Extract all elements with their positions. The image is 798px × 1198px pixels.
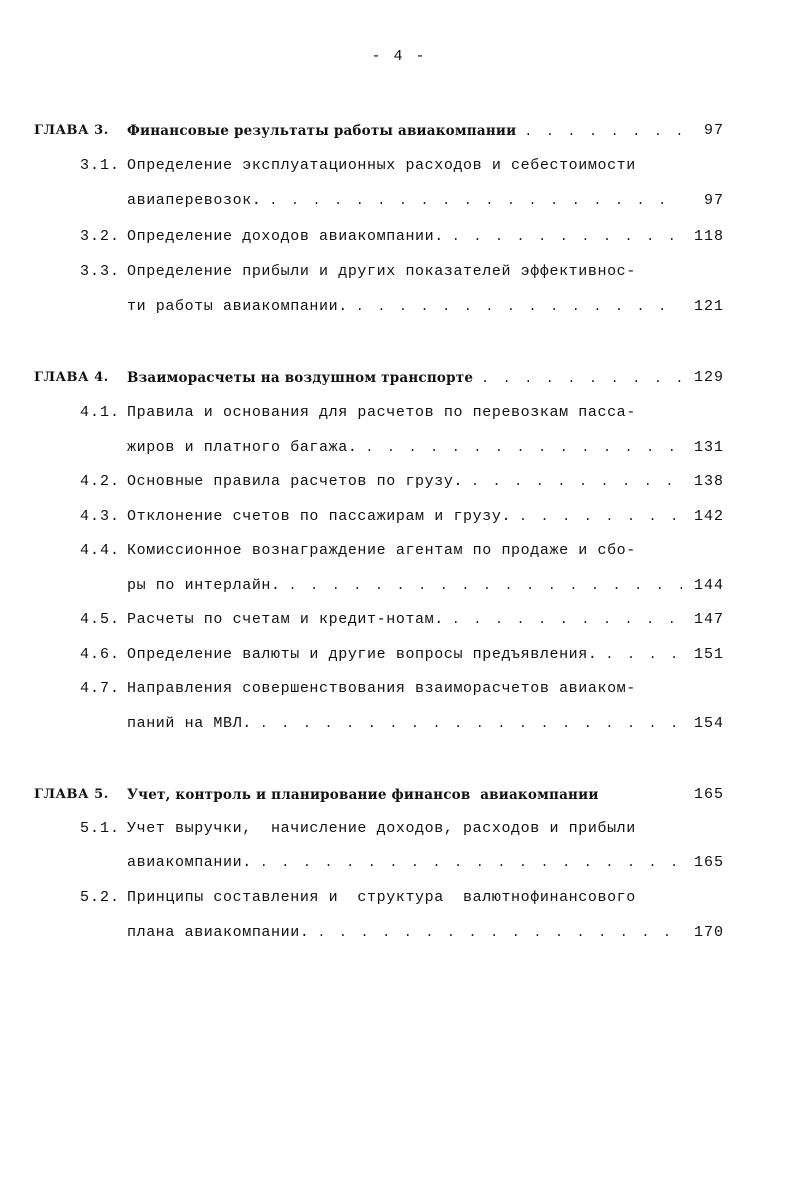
- section-title: Определение доходов авиакомпании.: [127, 228, 444, 245]
- page-ref: 97: [703, 192, 724, 209]
- toc-section-4-1: [0, 401, 798, 425]
- section-number: 4.2.: [79, 473, 120, 490]
- toc-section-4-4-cont: [0, 574, 798, 598]
- dot-leader: [452, 608, 682, 632]
- dot-leader: [471, 470, 682, 494]
- dot-leader: [356, 295, 682, 319]
- section-number: 4.6.: [79, 646, 120, 663]
- section-title: Комиссионное вознаграждение агентам по продаже и сбо-: [127, 542, 636, 559]
- section-number: 4.7.: [79, 680, 120, 697]
- page-ref: 170: [693, 924, 724, 941]
- dot-leader: [452, 225, 682, 249]
- toc-section-4-1-cont: [0, 436, 798, 460]
- chapter-number: ГЛАВА 4.: [34, 370, 109, 385]
- section-title: Основные правила расчетов по грузу.: [127, 473, 464, 490]
- section-title-wrap: [127, 712, 682, 736]
- dot-leader: [605, 643, 682, 667]
- toc-section-3-3: [0, 260, 798, 284]
- section-title-wrap: [127, 470, 682, 494]
- section-title-wrap: [127, 505, 682, 529]
- section-title-wrap: [127, 608, 682, 632]
- toc-section-5-2-cont: [0, 921, 798, 945]
- section-number: 3.1.: [79, 157, 120, 174]
- section-title-cont: авиакомпании.: [127, 854, 252, 871]
- toc-section-3-1-cont: [0, 189, 798, 213]
- page-ref: 97: [703, 122, 724, 139]
- toc-section-4-4: [0, 539, 798, 563]
- page-ref: 142: [693, 508, 724, 525]
- page-ref: 129: [693, 369, 724, 386]
- toc-chapter-5: [0, 783, 798, 807]
- chapter-number: ГЛАВА 3.: [34, 123, 109, 138]
- section-number: 4.1.: [79, 404, 120, 421]
- chapter-title-wrap: [127, 119, 682, 144]
- section-title-cont: авиаперевозок.: [127, 192, 262, 209]
- toc-section-3-3-cont: [0, 295, 798, 319]
- section-title: Отклонение счетов по пассажирам и грузу.: [127, 508, 512, 525]
- section-title-wrap: [127, 436, 682, 460]
- chapter-title: Финансовые результаты работы авиакомпании: [127, 123, 517, 139]
- section-number: 3.2.: [79, 228, 120, 245]
- chapter-number: ГЛАВА 5.: [34, 787, 109, 802]
- section-title-cont: ти работы авиакомпании.: [127, 298, 348, 315]
- page-ref: 118: [693, 228, 724, 245]
- section-title-wrap: [127, 295, 682, 319]
- section-title-cont: паний на МВЛ.: [127, 715, 252, 732]
- section-title: Правила и основания для расчетов по перевозкам пасса-: [127, 404, 636, 421]
- section-title-wrap: [127, 851, 682, 875]
- toc-section-5-1-cont: [0, 851, 798, 875]
- section-title-wrap: [127, 921, 682, 945]
- section-title-cont: плана авиакомпании.: [127, 924, 310, 941]
- toc-section-5-2: [0, 886, 798, 910]
- page-ref: 121: [693, 298, 724, 315]
- section-title-cont: жиров и платного багажа.: [127, 439, 358, 456]
- toc-section-4-7: [0, 677, 798, 701]
- dot-leader: [365, 436, 682, 460]
- dot-leader: [260, 851, 682, 875]
- toc-section-3-1: [0, 154, 798, 178]
- dot-leader: [317, 921, 682, 945]
- dot-leader: [260, 712, 682, 736]
- section-number: 3.3.: [79, 263, 120, 280]
- page-ref: 138: [693, 473, 724, 490]
- page-ref: 131: [693, 439, 724, 456]
- chapter-title: Взаиморасчеты на воздушном транспорте: [127, 370, 474, 386]
- page-ref: 144: [693, 577, 724, 594]
- dot-leader: [481, 367, 682, 391]
- section-number: 4.3.: [79, 508, 120, 525]
- section-title: Определение эксплуатационных расходов и себестоимости: [127, 157, 636, 174]
- toc-section-4-5: [0, 608, 798, 632]
- section-title: Учет выручки, начисление доходов, расходов и прибыли: [127, 820, 636, 837]
- section-number: 4.5.: [79, 611, 120, 628]
- toc-section-3-2: [0, 225, 798, 249]
- section-title: Определение валюты и другие вопросы предъявления.: [127, 646, 598, 663]
- page-number: - 4 -: [371, 48, 427, 65]
- section-number: 4.4.: [79, 542, 120, 559]
- chapter-title: Учет, контроль и планирование финансов авиакомпании: [127, 787, 599, 803]
- toc-section-4-6: [0, 643, 798, 667]
- toc-chapter-4: [0, 366, 798, 390]
- section-number: 5.1.: [79, 820, 120, 837]
- section-title-wrap: [127, 643, 682, 667]
- toc-chapter-3: [0, 119, 798, 143]
- section-number: 5.2.: [79, 889, 120, 906]
- section-title: Направления совершенствования взаиморасчетов авиаком-: [127, 680, 636, 697]
- toc-section-5-1: [0, 817, 798, 841]
- section-title: Определение прибыли и других показателей эффективнос-: [127, 263, 636, 280]
- section-title-wrap: [127, 189, 682, 213]
- toc-section-4-3: [0, 505, 798, 529]
- section-title-wrap: [127, 225, 682, 249]
- section-title-wrap: [127, 574, 682, 598]
- page-ref: 147: [693, 611, 724, 628]
- page-ref: 154: [693, 715, 724, 732]
- page-ref: 165: [693, 854, 724, 871]
- page-ref: 151: [693, 646, 724, 663]
- dot-leader: [289, 574, 682, 598]
- chapter-title-wrap: [127, 366, 682, 391]
- section-title: Принципы составления и структура валютнофинансового: [127, 889, 636, 906]
- dot-leader: [524, 120, 682, 144]
- dot-leader: [269, 189, 682, 213]
- section-title: Расчеты по счетам и кредит-нотам.: [127, 611, 444, 628]
- toc-section-4-2: [0, 470, 798, 494]
- section-title-cont: ры по интерлайн.: [127, 577, 281, 594]
- page-ref: 165: [693, 786, 724, 803]
- toc-section-4-7-cont: [0, 712, 798, 736]
- dot-leader: [519, 505, 682, 529]
